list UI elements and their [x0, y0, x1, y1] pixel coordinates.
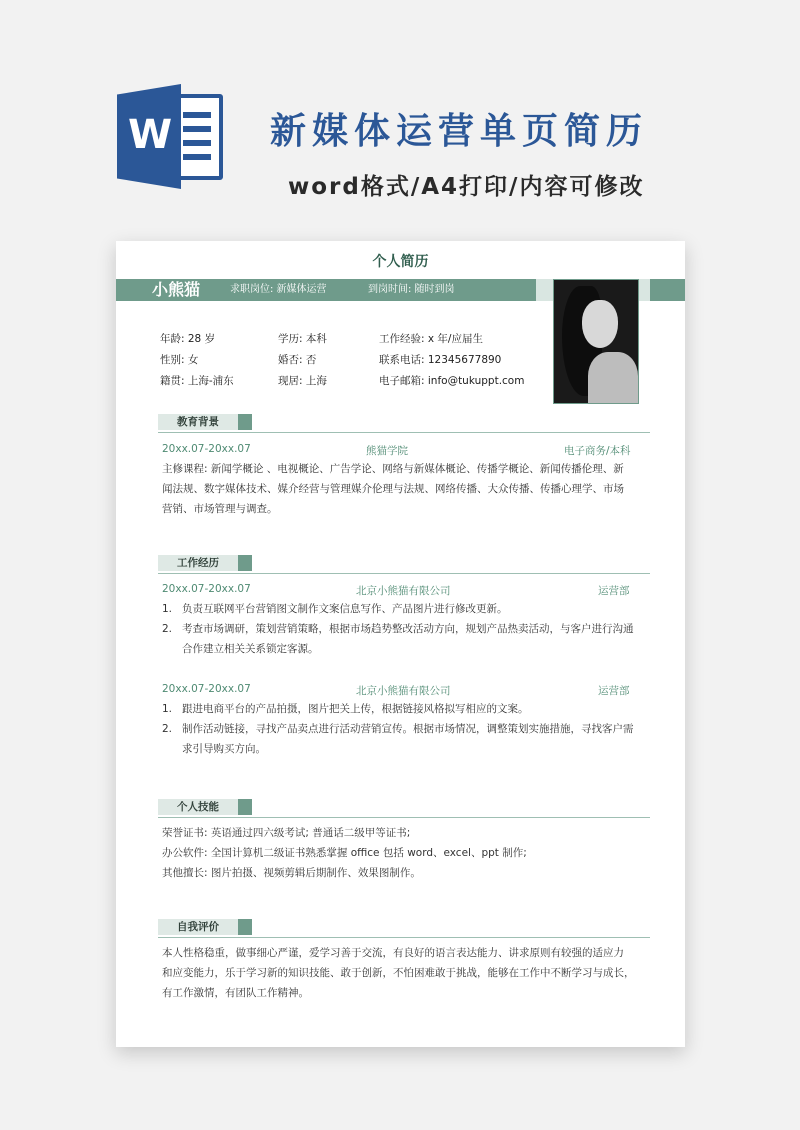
- section-divider: [158, 573, 650, 574]
- section-heading-education: [158, 414, 252, 430]
- section-label: 教育背景: [158, 414, 238, 430]
- job-period: 20xx.07-20xx.07: [162, 583, 251, 595]
- arrival-time: 到岗时间: 随时到岗: [368, 284, 455, 295]
- text-line: 有工作激情，有团队工作精神。: [162, 987, 309, 999]
- list-item-cont: 合作建立相关关系锁定客源。: [182, 643, 319, 655]
- list-item: 2. 考查市场调研，策划营销策略，根据市场趋势整改活动方向，规划产品热卖活动，与客户进行沟通: [162, 623, 634, 635]
- education-school: 熊猫学院: [366, 445, 408, 457]
- info-experience: 工作经验: x 年/应届生: [379, 333, 483, 345]
- skills-list: [162, 823, 652, 883]
- text-line: 本人性格稳重，做事细心严谨，爱学习善于交流，有良好的语言表达能力、讲求原则有较强的适应力: [162, 947, 624, 959]
- section-label: 自我评价: [158, 919, 238, 935]
- info-marital: 婚否: 否: [278, 354, 317, 366]
- section-divider: [158, 817, 650, 818]
- word-icon: [117, 84, 227, 189]
- job-target: 求职岗位: 新媒体运营: [230, 284, 327, 295]
- text-line: 主修课程: 新闻学概论 、电视概论、广告学论、网络与新媒体概论、传播学概论、新闻传播伦理、新: [162, 463, 624, 475]
- list-item: 2. 制作活动链接，寻找产品卖点进行活动营销宣传。根据市场情况，调整策划实施措施，寻找客户需: [162, 723, 634, 735]
- info-residence: 现居: 上海: [278, 375, 327, 387]
- info-phone: 联系电话: 12345677890: [379, 354, 502, 366]
- text-line: 其他擅长: 图片拍摄、视频剪辑后期制作、效果图制作。: [162, 867, 421, 879]
- name-bar-accent: [536, 279, 554, 301]
- list-item-cont: 求引导购买方向。: [182, 743, 266, 755]
- list-item: 1. 跟进电商平台的产品拍摄，图片把关上传，根据链接风格拟写相应的文案。: [162, 703, 529, 715]
- list-item: 1. 负责互联网平台营销图文制作文案信息写作、产品图片进行修改更新。: [162, 603, 508, 615]
- text-line: 办公软件: 全国计算机二级证书熟悉掌握 office 包括 word、excel、ppt 制作;: [162, 847, 527, 859]
- resume-title: 个人简历: [372, 254, 429, 270]
- resume-page: [116, 241, 685, 1047]
- job-dept: 运营部: [598, 685, 630, 697]
- section-divider: [158, 432, 650, 433]
- section-heading-self-eval: [158, 919, 252, 935]
- banner-subtitle: word格式/A4打印/内容可修改: [288, 174, 645, 200]
- job-company: 北京小熊猫有限公司: [356, 685, 451, 697]
- word-logo-letter: W: [127, 112, 173, 158]
- job-period: 20xx.07-20xx.07: [162, 683, 251, 695]
- info-education: 学历: 本科: [278, 333, 327, 345]
- section-heading-work: [158, 555, 252, 571]
- banner-title: 新媒体运营单页简历: [270, 111, 649, 152]
- text-line: 营销、市场管理与调查。: [162, 503, 278, 515]
- education-period: 20xx.07-20xx.07: [162, 443, 251, 455]
- text-line: 荣誉证书: 英语通过四六级考试; 普通话二级甲等证书;: [162, 827, 411, 839]
- job-duties: [162, 599, 652, 659]
- info-age: 年龄: 28 岁: [160, 333, 216, 345]
- education-courses: [162, 459, 652, 519]
- text-line: 闻法规、数字媒体技术、媒介经营与管理媒介伦理与法规、网络传播、大众传播、传播心理学、市场: [162, 483, 624, 495]
- candidate-name: 小熊猫: [152, 280, 201, 299]
- section-heading-skills: [158, 799, 252, 815]
- section-label: 个人技能: [158, 799, 238, 815]
- education-major: 电子商务/本科: [564, 445, 631, 457]
- text-line: 和应变能力，乐于学习新的知识技能、敢于创新，不怕困难敢于挑战，能够在工作中不断学习与成长，: [162, 967, 635, 979]
- info-email: 电子邮箱: info@tukuppt.com: [379, 375, 525, 387]
- section-label: 工作经历: [158, 555, 238, 571]
- job-dept: 运营部: [598, 585, 630, 597]
- banner: [0, 0, 800, 230]
- info-gender: 性别: 女: [160, 354, 199, 366]
- info-origin: 籍贯: 上海-浦东: [160, 375, 234, 387]
- profile-photo: [553, 279, 639, 404]
- job-duties: [162, 699, 652, 759]
- job-company: 北京小熊猫有限公司: [356, 585, 451, 597]
- section-divider: [158, 937, 650, 938]
- self-eval-text: [162, 943, 652, 1003]
